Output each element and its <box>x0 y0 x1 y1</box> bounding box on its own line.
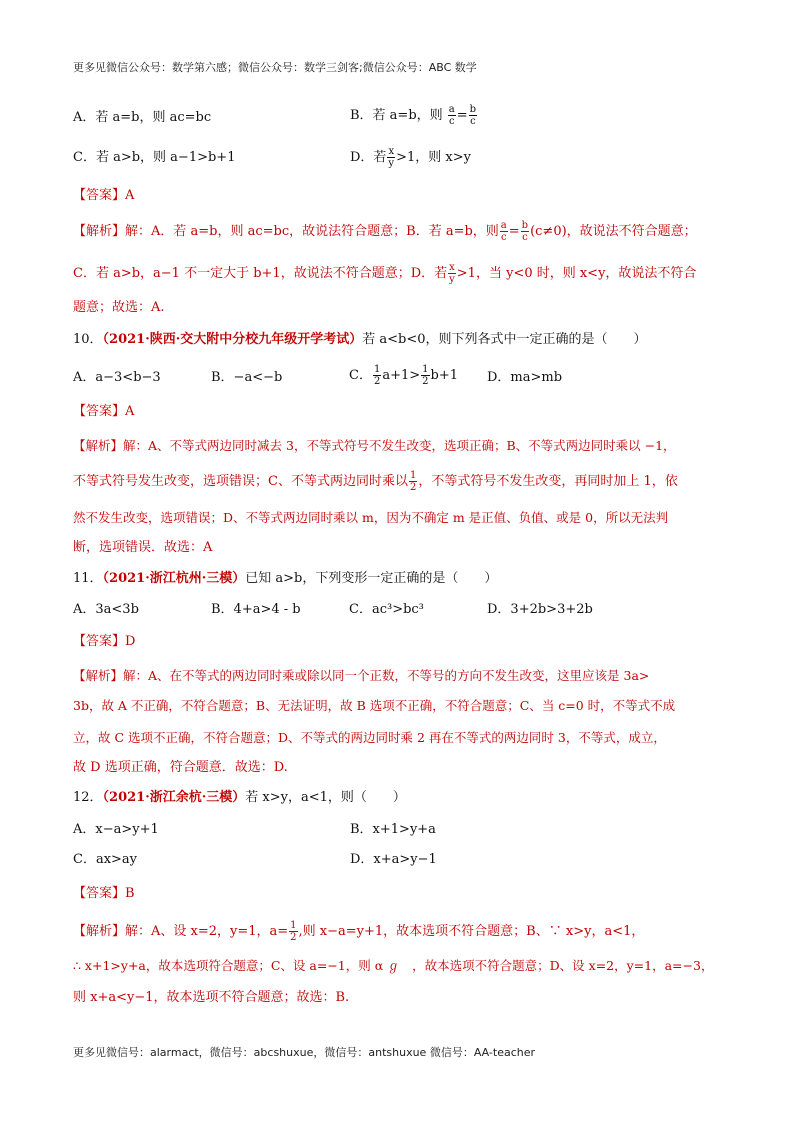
q11-answer: 【答案】D <box>73 634 136 649</box>
q10-option-b: B．−a<−b <box>211 370 283 385</box>
q9-option-a: A．若 a=b，则 ac=bc <box>73 110 212 125</box>
fraction-numerator: 1 <box>290 920 297 931</box>
q12-expl-text-a: 【解析】解：A、设 x=2，y=1，a= <box>73 924 289 939</box>
q10-option-c <box>349 364 458 387</box>
q9-expl-fraction-2 <box>521 220 529 243</box>
fraction-denominator: y <box>388 158 395 169</box>
q10-expl-text-b: ，不等式符号不发生改变，再同时加上 1，依 <box>418 474 678 489</box>
fraction-numerator: 1 <box>373 364 381 375</box>
q10-explanation-line-1: 【解析】解：A、不等式两边同时减去 3，不等式符号不发生改变，选项正确；B、不等式两边同时乘以 −1， <box>73 438 676 453</box>
q9-answer: 【答案】A <box>73 188 135 203</box>
q9-option-b <box>350 104 478 127</box>
q9-expl-text-c: C．若 a>b，a−1 不一定大于 b+1，故说法不符合题意；D．若 <box>73 266 448 281</box>
q10-option-a: A．a−3<b−3 <box>73 370 161 385</box>
q12-source: （2021·浙江余杭·三模） <box>102 790 246 805</box>
fraction-numerator: x <box>449 262 455 273</box>
q11-option-b: B．4+a>4 - b <box>211 602 301 617</box>
q10-stem <box>73 330 723 350</box>
equals-sign: = <box>456 108 468 123</box>
q11-option-d: D．3+2b>3+2b <box>487 602 593 617</box>
q11-explanation-line-2: 3b，故 A 不正确，不符合题意；B、无法证明，故 B 选项不正确，不符合题意；C、当 c=0 时，不等式不成 <box>73 698 676 713</box>
q9-option-d <box>350 146 471 169</box>
q11-number: 11． <box>73 571 103 586</box>
page-header: 更多见微信公众号：数学第六感；微信公众号：数学三剑客;微信公众号：ABC 数学 <box>73 61 477 74</box>
q9-option-b-prefix: B．若 a=b，则 <box>350 108 443 123</box>
equals-sign: = <box>508 224 520 239</box>
q10-number: 10． <box>73 332 103 347</box>
q9-explanation-line-1 <box>73 220 723 243</box>
q10-expl-text-a: 不等式符号发生改变，选项错误；C、不等式两边同时乘以 <box>73 474 408 489</box>
q12-option-a: A．x−a>y+1 <box>73 822 159 837</box>
q12-explanation-line-2: ∴ x+1>y+a，故本选项符合题意；C、设 a=−1，则 α ℊ ，故本选项不符合题意；D、设 x=2，y=1，a=−3， <box>73 958 714 973</box>
fraction-numerator: x <box>388 146 395 157</box>
fraction-numerator: 1 <box>422 364 429 375</box>
q10-explanation-line-2 <box>73 470 723 493</box>
fraction-denominator: 2 <box>422 376 429 387</box>
fraction-denominator: 2 <box>409 482 417 493</box>
q10-option-d: D．ma>mb <box>487 370 563 385</box>
q12-number: 12． <box>73 790 103 805</box>
q9-expl-text-d: >1，当 y<0 时，则 x<y，故说法不符合 <box>456 266 697 281</box>
q10-option-c-mid: a+1> <box>382 368 421 383</box>
q9-explanation-line-3: 题意；故选：A. <box>73 300 165 315</box>
fraction-numerator: a <box>500 220 507 231</box>
q10-source: （2021·陕西·交大附中分校九年级开学考试） <box>102 332 363 347</box>
fraction-numerator: 1 <box>409 470 417 481</box>
q9-option-d-fraction <box>387 146 395 169</box>
q12-explanation-line-1 <box>73 920 723 943</box>
q11-stem <box>73 569 723 589</box>
fraction-denominator: y <box>449 274 455 285</box>
q12-expl-fraction <box>289 920 297 943</box>
fraction-denominator: 2 <box>290 932 297 943</box>
q12-explanation-line-3: 则 x+a<y−1，故本选项不符合题意；故选：B. <box>73 990 350 1005</box>
q10-question: 若 a<b<0，则下列各式中一定正确的是（ ） <box>362 332 647 347</box>
q11-option-a: A．3a<3b <box>73 602 139 617</box>
q12-answer: 【答案】B <box>73 886 135 901</box>
q10-option-c-fraction-2 <box>421 364 429 387</box>
q12-stem <box>73 788 723 808</box>
fraction-denominator: c <box>522 232 528 243</box>
q10-expl-fraction <box>409 470 417 493</box>
q11-explanation-line-4: 故 D 选项正确，符合题意．故选：D. <box>73 760 288 775</box>
q9-option-b-fraction-1 <box>448 104 456 127</box>
q12-option-b: B．x+1>y+a <box>350 822 436 837</box>
page-footer: 更多见微信号：alarmact，微信号：abcshuxue，微信号：antshuxue 微信号：AA-teacher <box>73 1046 536 1059</box>
q12-option-d: D．x+a>y−1 <box>350 852 437 867</box>
q12-option-c: C．ax>ay <box>73 852 138 867</box>
fraction-numerator: b <box>521 220 529 231</box>
q11-source: （2021·浙江杭州·三模） <box>102 571 246 586</box>
q9-expl-text-b: (c≠0)，故说法不符合题意； <box>530 224 697 239</box>
q10-explanation-line-3: 然不发生改变，选项错误；D、不等式两边同时乘以 m，因为不确定 m 是正值、负值、或是 0，所以无法判 <box>73 510 669 525</box>
q10-answer: 【答案】A <box>73 404 135 419</box>
q9-option-c: C．若 a>b，则 a−1>b+1 <box>73 150 236 165</box>
q9-option-d-suffix: >1，则 x>y <box>396 150 471 165</box>
q10-option-c-fraction-1 <box>373 364 381 387</box>
q9-explanation-line-2 <box>73 262 723 285</box>
fraction-denominator: 2 <box>373 376 381 387</box>
fraction-numerator: a <box>448 104 455 115</box>
q9-option-d-prefix: D．若 <box>350 150 387 165</box>
q12-expl-text-b: ,则 x−a=y+1，故本选项不符合题意；B、∵ x>y，a<1， <box>298 924 645 939</box>
q10-option-c-suffix: b+1 <box>430 368 459 383</box>
q11-question: 已知 a>b，下列变形一定正确的是（ ） <box>245 571 498 586</box>
fraction-denominator: c <box>500 232 507 243</box>
q9-expl-fraction-1 <box>500 220 508 243</box>
q9-expl-fraction-3 <box>448 262 456 285</box>
q10-option-c-prefix: C． <box>349 368 372 383</box>
fraction-numerator: b <box>469 104 477 115</box>
q9-expl-text-a: 【解析】解：A．若 a=b，则 ac=bc，故说法符合题意；B．若 a=b，则 <box>73 224 499 239</box>
q11-option-c: C．ac³>bc³ <box>349 602 424 617</box>
q10-explanation-line-4: 断，选项错误．故选：A <box>73 540 213 555</box>
q11-explanation-line-3: 立，故 C 选项不正确，不符合题意；D、不等式的两边同时乘 2 再在不等式的两边同时 3，不等式，成立， <box>73 730 666 745</box>
q9-option-b-fraction-2 <box>469 104 477 127</box>
q12-question: 若 x>y，a<1，则（ ） <box>245 790 406 805</box>
fraction-denominator: c <box>470 116 476 127</box>
q11-explanation-line-1: 【解析】解：A、在不等式的两边同时乘或除以同一个正数，不等号的方向不发生改变，这里应该是 3a> <box>73 668 650 683</box>
fraction-denominator: c <box>448 116 455 127</box>
